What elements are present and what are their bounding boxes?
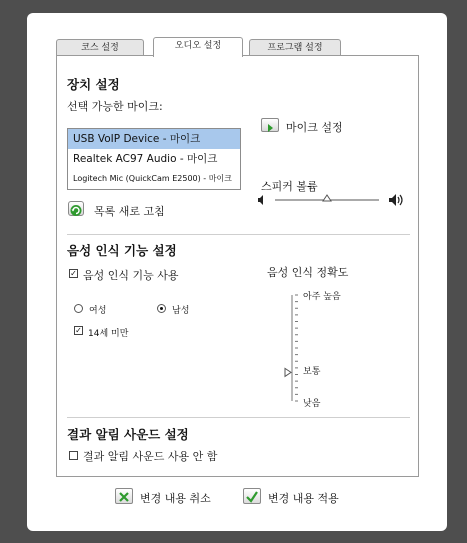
- under14-label[interactable]: 14세 미만: [88, 329, 129, 339]
- tab-course-settings[interactable]: 코스 설정: [56, 39, 144, 56]
- section-divider: [67, 417, 410, 418]
- female-label[interactable]: 여성: [89, 306, 107, 316]
- refresh-button[interactable]: [68, 201, 84, 216]
- speech-enable-checkbox[interactable]: ✓: [70, 269, 77, 278]
- tab-audio-settings[interactable]: 오디오 설정: [153, 37, 243, 57]
- accuracy-low-label: 낮음: [303, 399, 321, 409]
- mic-settings-button[interactable]: [261, 118, 279, 132]
- speaker-high-icon: [389, 194, 402, 206]
- accuracy-slider[interactable]: [284, 291, 306, 406]
- speaker-low-icon: [258, 195, 263, 205]
- refresh-icon: [69, 204, 83, 217]
- device-settings-heading: 장치 설정: [67, 77, 120, 92]
- play-icon: [262, 122, 278, 134]
- alert-disable-checkbox[interactable]: [69, 451, 78, 460]
- male-label[interactable]: 남성: [172, 306, 190, 316]
- alert-settings-heading: 결과 알림 사운드 설정: [67, 427, 189, 442]
- accuracy-ticks: [295, 295, 298, 401]
- accuracy-mid-label: 보통: [303, 367, 321, 377]
- refresh-list-label[interactable]: 목록 새로 고침: [94, 205, 165, 218]
- mic-listbox[interactable]: [67, 128, 241, 190]
- apply-changes-label[interactable]: 변경 내용 적용: [268, 492, 339, 505]
- mic-option-realtek[interactable]: Realtek AC97 Audio - 마이크: [73, 153, 218, 165]
- speech-enable-label[interactable]: 음성 인식 기능 사용: [83, 269, 179, 282]
- check-icon: [243, 488, 261, 504]
- cancel-changes-label[interactable]: 변경 내용 취소: [140, 492, 211, 505]
- speech-settings-heading: 음성 인식 기능 설정: [67, 243, 177, 258]
- tab-program-settings[interactable]: 프로그램 설정: [249, 39, 341, 56]
- female-radio[interactable]: [74, 304, 83, 313]
- alert-disable-label[interactable]: 결과 알림 사운드 사용 안 함: [83, 450, 218, 463]
- speaker-volume-slider[interactable]: [257, 192, 407, 208]
- mic-option-usb[interactable]: USB VoIP Device - 마이크: [68, 129, 240, 149]
- mic-settings-label[interactable]: 마이크 설정: [286, 121, 343, 134]
- volume-slider-thumb: [323, 195, 331, 201]
- accuracy-label: 음성 인식 정확도: [267, 266, 349, 279]
- mic-option-logitech[interactable]: Logitech Mic (QuickCam E2500) - 마이크: [73, 174, 232, 183]
- audio-settings-panel: [56, 55, 419, 477]
- section-divider: [67, 234, 410, 235]
- speaker-volume-label: 스피커 볼륨: [261, 180, 318, 193]
- male-radio[interactable]: [157, 304, 166, 313]
- accuracy-slider-thumb: [285, 368, 291, 376]
- under14-checkbox[interactable]: ✓: [75, 326, 82, 335]
- accuracy-high-label: 아주 높음: [303, 292, 341, 302]
- cancel-icon: [115, 488, 133, 504]
- mic-select-label: 선택 가능한 마이크:: [67, 100, 163, 113]
